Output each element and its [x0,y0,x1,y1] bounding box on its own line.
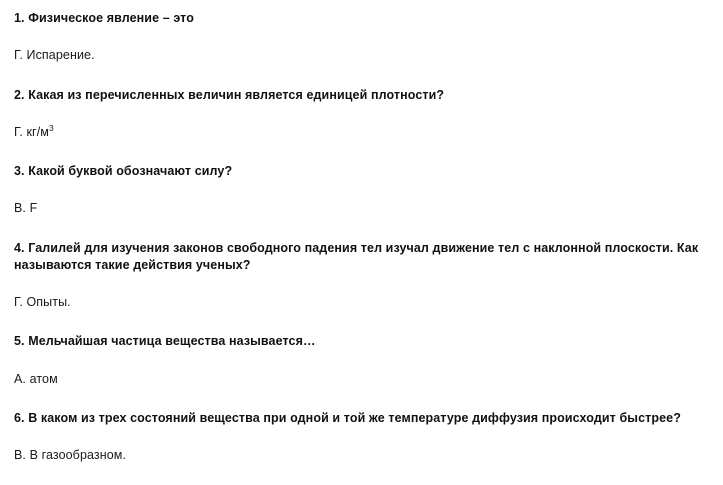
answer-text-main: Г. кг/м [14,124,49,139]
spacer [14,27,709,47]
spacer [14,351,709,371]
answer-text: В. F [14,201,38,216]
qa-block-6 [14,410,709,465]
answer-text: Г. Опыты. [14,295,71,309]
question-text: 2. Какая из перечисленных величин является единицей плотности? [14,87,445,102]
answer-text: А. атом [14,371,58,386]
question-text: 4. Галилей для изучения законов свободного падения тел изучал движение тел с наклонной плоскости. Как называются такие действия ученых? [14,240,699,272]
qa-block-1 [14,10,709,87]
qa-block-4 [14,240,709,334]
spacer [14,427,709,447]
answer-text: Г. Испарение. [14,48,95,63]
answer-text [14,124,709,141]
spacer [14,311,709,333]
question-text: 3. Какой буквой обозначают силу? [14,164,233,178]
qa-block-2 [14,87,709,164]
answer-superscript: 3 [48,122,54,133]
spacer [14,65,709,87]
spacer [14,104,709,124]
question-text: 6. В каком из трех состояний вещества при одной и той же температуре диффузия происходит быстрее? [14,410,681,425]
question-text: 5. Мельчайшая частица вещества называется… [14,334,316,349]
spacer [14,274,709,294]
question-text: 1. Физическое явление – это [14,11,194,25]
qa-block-3 [14,163,709,240]
spacer [14,388,709,410]
answer-text: В. В газообразном. [14,448,127,462]
spacer [14,180,709,200]
spacer [14,218,709,240]
qa-block-5 [14,333,709,410]
spacer [14,141,709,163]
